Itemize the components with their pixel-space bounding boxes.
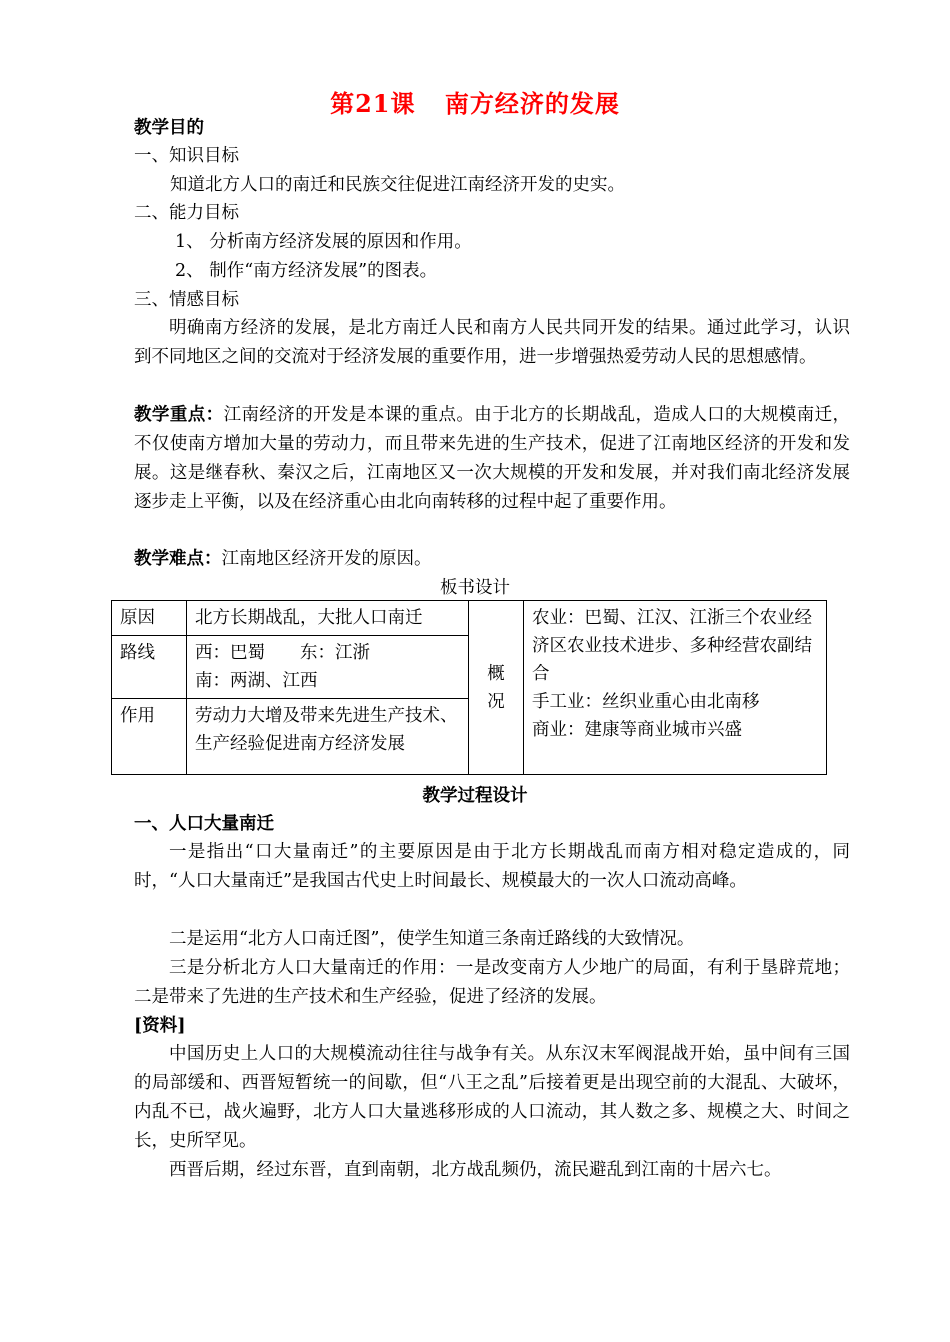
goal1-text: 知道北方人口的南迁和民族交往促进江南经济开发的史实。: [170, 175, 625, 195]
overview-label: [469, 601, 524, 775]
material-paragraph-1: 中国历史上人口的大规模流动往往与战争有关。从东汉末军阀混战开始，虽中间有三国的局部缓和、西晋短暂统一的间歇，但“八王之乱”后接着更是出现空前的大混乱、大破坏，内乱不已，战火遍野，北方人口大量逃移形成的人口流动，其人数之多、规模之大、时间之长，史所罕见。: [134, 1044, 850, 1151]
board-heading: 板书设计: [440, 578, 510, 598]
section1-heading: 一、人口大量南迁: [134, 814, 274, 834]
lesson-topic: 南方经济的发展: [444, 89, 620, 118]
difficulty-label: 教学难点：: [134, 549, 222, 569]
process-paragraph-1: 一是指出“口大量南迁”的主要原因是由于北方长期战乱而南方相对稳定造成的，同时，“人口大量南迁”是我国古代史上时间最长、规模最大的一次人口流动高峰。: [134, 842, 850, 891]
material-paragraph-2: 西晋后期，经过东晋，直到南朝，北方战乱频仍，流民避乱到江南的十居六七。: [169, 1160, 782, 1180]
process-heading: 教学过程设计: [422, 786, 528, 806]
reason-text: 北方长期战乱，大批人口南迁: [187, 601, 469, 636]
overview-cell: [524, 601, 827, 775]
overview-commerce: 商业：建康等商业城市兴盛: [532, 720, 742, 740]
effect-label: 作用: [112, 699, 187, 775]
overview-agriculture: 农业：巴蜀、江汉、江浙三个农业经济区农业技术进步、多种经营农副结合: [532, 608, 812, 684]
goal3-heading: 三、情感目标: [134, 290, 239, 310]
reason-label: 原因: [112, 601, 187, 636]
material-label: [资料]: [134, 1016, 186, 1036]
goal2-item-1: 1、 分析南方经济发展的原因和作用。: [175, 232, 472, 252]
effect-text: 劳动力大增及带来先进生产技术、生产经验促进南方经济发展: [187, 699, 469, 775]
teaching-focus: [134, 401, 850, 517]
goals-heading: 教学目的: [134, 118, 204, 138]
route-cell: [187, 636, 469, 699]
lesson-number: 第21课: [330, 89, 416, 118]
overview-label-text: 概况: [487, 663, 505, 712]
route-line-2: 南：两湖、江西: [195, 671, 318, 691]
process-paragraph-2: 二是运用“北方人口南迁图”，使学生知道三条南迁路线的大致情况。: [169, 929, 695, 949]
focus-label: 教学重点：: [134, 405, 224, 425]
overview-handicraft: 手工业：丝织业重心由北南移: [532, 692, 760, 712]
teaching-difficulty: [134, 545, 850, 574]
difficulty-text: 江南地区经济开发的原因。: [221, 549, 432, 569]
board-design-table: [111, 600, 827, 775]
goal2-heading: 二、能力目标: [134, 203, 239, 223]
focus-text: 江南经济的开发是本课的重点。由于北方的长期战乱，造成人口的大规模南迁，不仅使南方增加大量的劳动力，而且带来先进的生产技术，促进了江南地区经济的开发和发展。这是继春秋、秦汉之后，江南地区又一次大规模的开发和发展，并对我们南北经济发展逐步走上平衡，以及在经济重心由北向南转移的过程中起了重要作用。: [134, 405, 851, 512]
process-paragraph-3: 三是分析北方人口大量南迁的作用：一是改变南方人少地广的局面，有利于垦辟荒地；二是带来了先进的生产技术和生产经验，促进了经济的发展。: [134, 958, 850, 1007]
goal3-text: 明确南方经济的发展，是北方南迁人民和南方人民共同开发的结果。通过此学习，认识到不同地区之间的交流对于经济发展的重要作用，进一步增强热爱劳动人民的思想感情。: [134, 318, 850, 367]
goal1-heading: 一、知识目标: [134, 146, 239, 166]
route-label: 路线: [112, 636, 187, 699]
route-line-1: 西：巴蜀 东：江浙: [195, 643, 370, 663]
goal2-item-2: 2、 制作“南方经济发展”的图表。: [175, 261, 438, 281]
